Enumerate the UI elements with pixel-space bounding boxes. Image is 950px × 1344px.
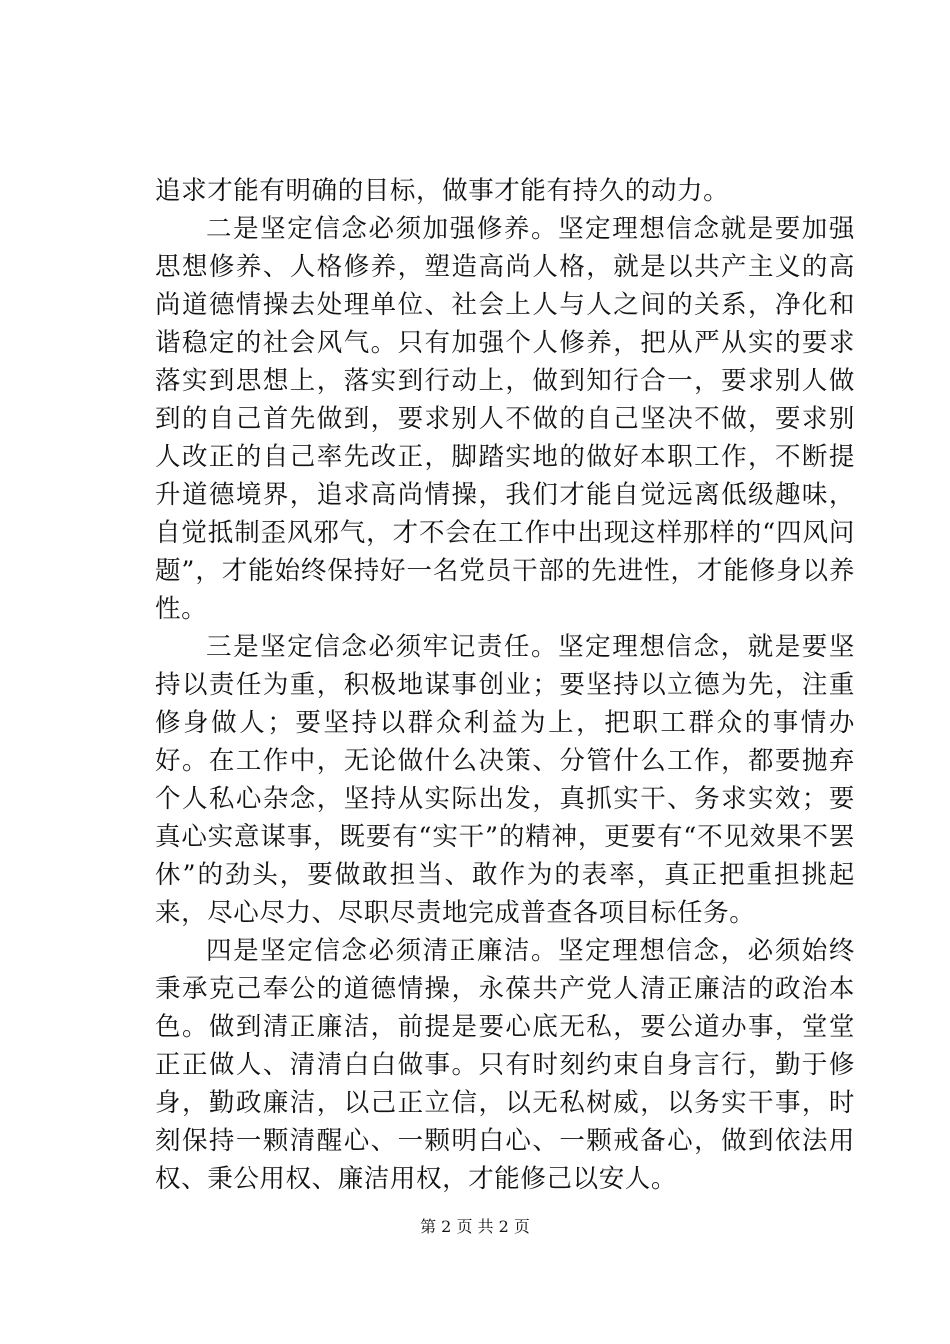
paragraph-continuation: 追求才能有明确的目标，做事才能有持久的动力。	[155, 176, 730, 206]
paragraph-responsibility: 三是坚定信念必须牢记责任。坚定理想信念，就是要坚持以责任为重，积极地谋事创业；要坚持以立德为先，注重修身做人；要坚持以群众利益为上，把职工群众的事情办好。在工作中，无论做什么决策、分管什么工作，都要抛弃个人私心杂念，坚持从实际出发，真抓实干、务求实效；要真心实意谋事，既要有“实干”的精神，更要有“不见效果不罢休”的劲头，要做敢担当、敢作为的表率，真正把重担挑起来，尽心尽力、尽职尽责地完成普查各项目标任务。	[155, 632, 855, 928]
document-body	[155, 172, 855, 1198]
page-footer: 第 2 页 共 2 页	[420, 1217, 530, 1236]
paragraph-cultivation: 二是坚定信念必须加强修养。坚定理想信念就是要加强思想修养、人格修养，塑造高尚人格，就是以共产主义的高尚道德情操去处理单位、社会上人与人之间的关系，净化和谐稳定的社会风气。只有加强个人修养，把从严从实的要求落实到思想上，落实到行动上，做到知行合一，要求别人做到的自己首先做到，要求别人不做的自己坚决不做，要求别人改正的自己率先改正，脚踏实地的做好本职工作，不断提升道德境界，追求高尚情操，我们才能自觉远离低级趣味，自觉抵制歪风邪气，才不会在工作中出现这样那样的“四风问题”，才能始终保持好一名党员干部的先进性，才能修身以养性。	[155, 214, 855, 624]
paragraph-integrity: 四是坚定信念必须清正廉洁。坚定理想信念，必须始终秉承克己奉公的道德情操，永葆共产党人清正廉洁的政治本色。做到清正廉洁，前提是要心底无私，要公道办事，堂堂正正做人、清清白白做事。只有时刻约束自身言行，勤于修身，勤政廉洁，以己正立信，以无私树威，以务实干事，时刻保持一颗清醒心、一颗明白心、一颗戒备心，做到依法用权、秉公用权、廉洁用权，才能修己以安人。	[155, 936, 855, 1194]
